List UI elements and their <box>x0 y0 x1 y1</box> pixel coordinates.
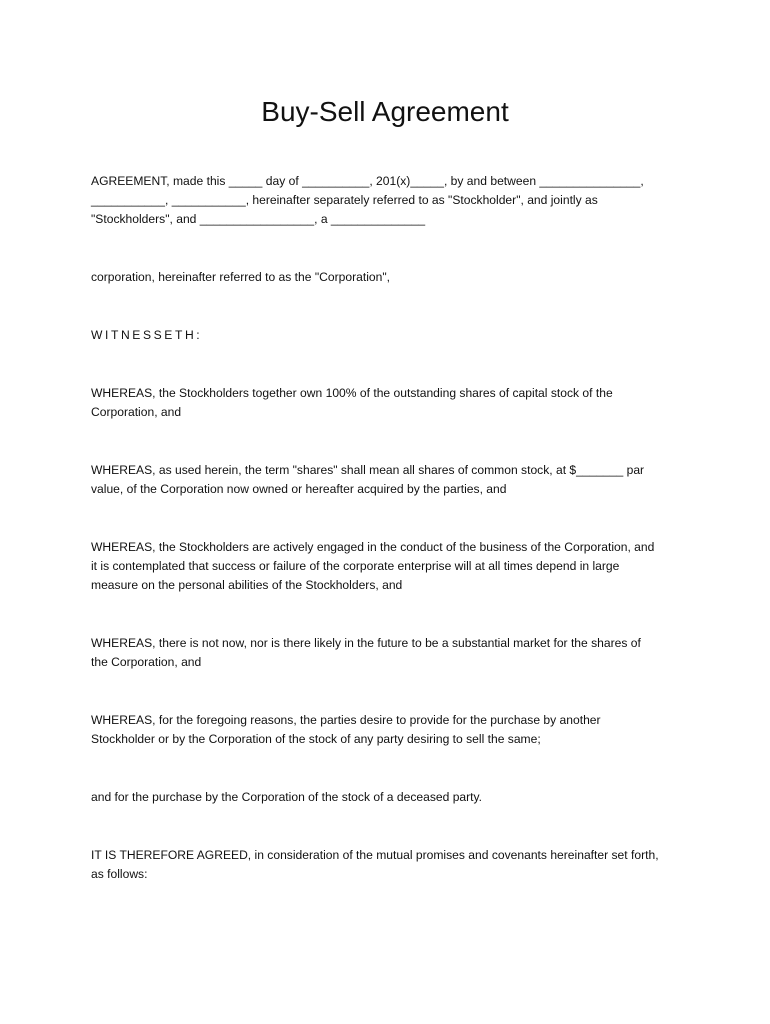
paragraph-line: corporation, hereinafter referred to as the "Corporation", <box>91 270 390 284</box>
paragraph-line: WHEREAS, the Stockholders are actively engaged in the conduct of the business of the Corporation, and <box>91 540 655 554</box>
therefore-agreed-paragraph <box>91 846 683 884</box>
paragraph-line: it is contemplated that success or failure of the corporate enterprise will at all times depend in large <box>91 559 620 573</box>
agreement-parties-paragraph <box>91 172 683 229</box>
paragraph-line: Corporation, and <box>91 405 182 419</box>
whereas-shares-definition-paragraph <box>91 461 683 499</box>
whereas-purchase-paragraph <box>91 711 683 749</box>
paragraph-line: "Stockholders", and _________________, a ______________ <box>91 212 426 226</box>
whereas-business-conduct-paragraph <box>91 538 683 595</box>
paragraph-line: and for the purchase by the Corporation of the stock of a deceased party. <box>91 790 483 804</box>
paragraph-line: WHEREAS, for the foregoing reasons, the parties desire to provide for the purchase by another <box>91 713 601 727</box>
paragraph-line: AGREEMENT, made this _____ day of __________, 201(x)_____, by and between _______________, <box>91 174 644 188</box>
whereas-market-paragraph <box>91 634 683 672</box>
document-title: Buy-Sell Agreement <box>261 96 509 127</box>
paragraph-line: WHEREAS, the Stockholders together own 100% of the outstanding shares of capital stock of the <box>91 386 613 400</box>
whereas-ownership-paragraph <box>91 384 683 422</box>
paragraph-line: as follows: <box>91 867 148 881</box>
deceased-party-paragraph <box>91 788 683 807</box>
paragraph-line: measure on the personal abilities of the Stockholders, and <box>91 578 403 592</box>
paragraph-line: value, of the Corporation now owned or hereafter acquired by the parties, and <box>91 482 507 496</box>
corporation-paragraph <box>91 268 683 287</box>
paragraph-line: the Corporation, and <box>91 655 202 669</box>
paragraph-line: WITNESSETH: <box>91 328 203 342</box>
paragraph-line: Stockholder or by the Corporation of the stock of any party desiring to sell the same; <box>91 732 541 746</box>
paragraph-line: IT IS THEREFORE AGREED, in consideration of the mutual promises and covenants hereinafter set forth, <box>91 848 659 862</box>
witnesseth-heading <box>91 326 683 345</box>
paragraph-line: WHEREAS, there is not now, nor is there likely in the future to be a substantial market for the shares of <box>91 636 641 650</box>
paragraph-line: WHEREAS, as used herein, the term "shares" shall mean all shares of common stock, at $_______ par <box>91 463 645 477</box>
paragraph-line: ___________, ___________, hereinafter separately referred to as "Stockholder", and jointly as <box>91 193 598 207</box>
